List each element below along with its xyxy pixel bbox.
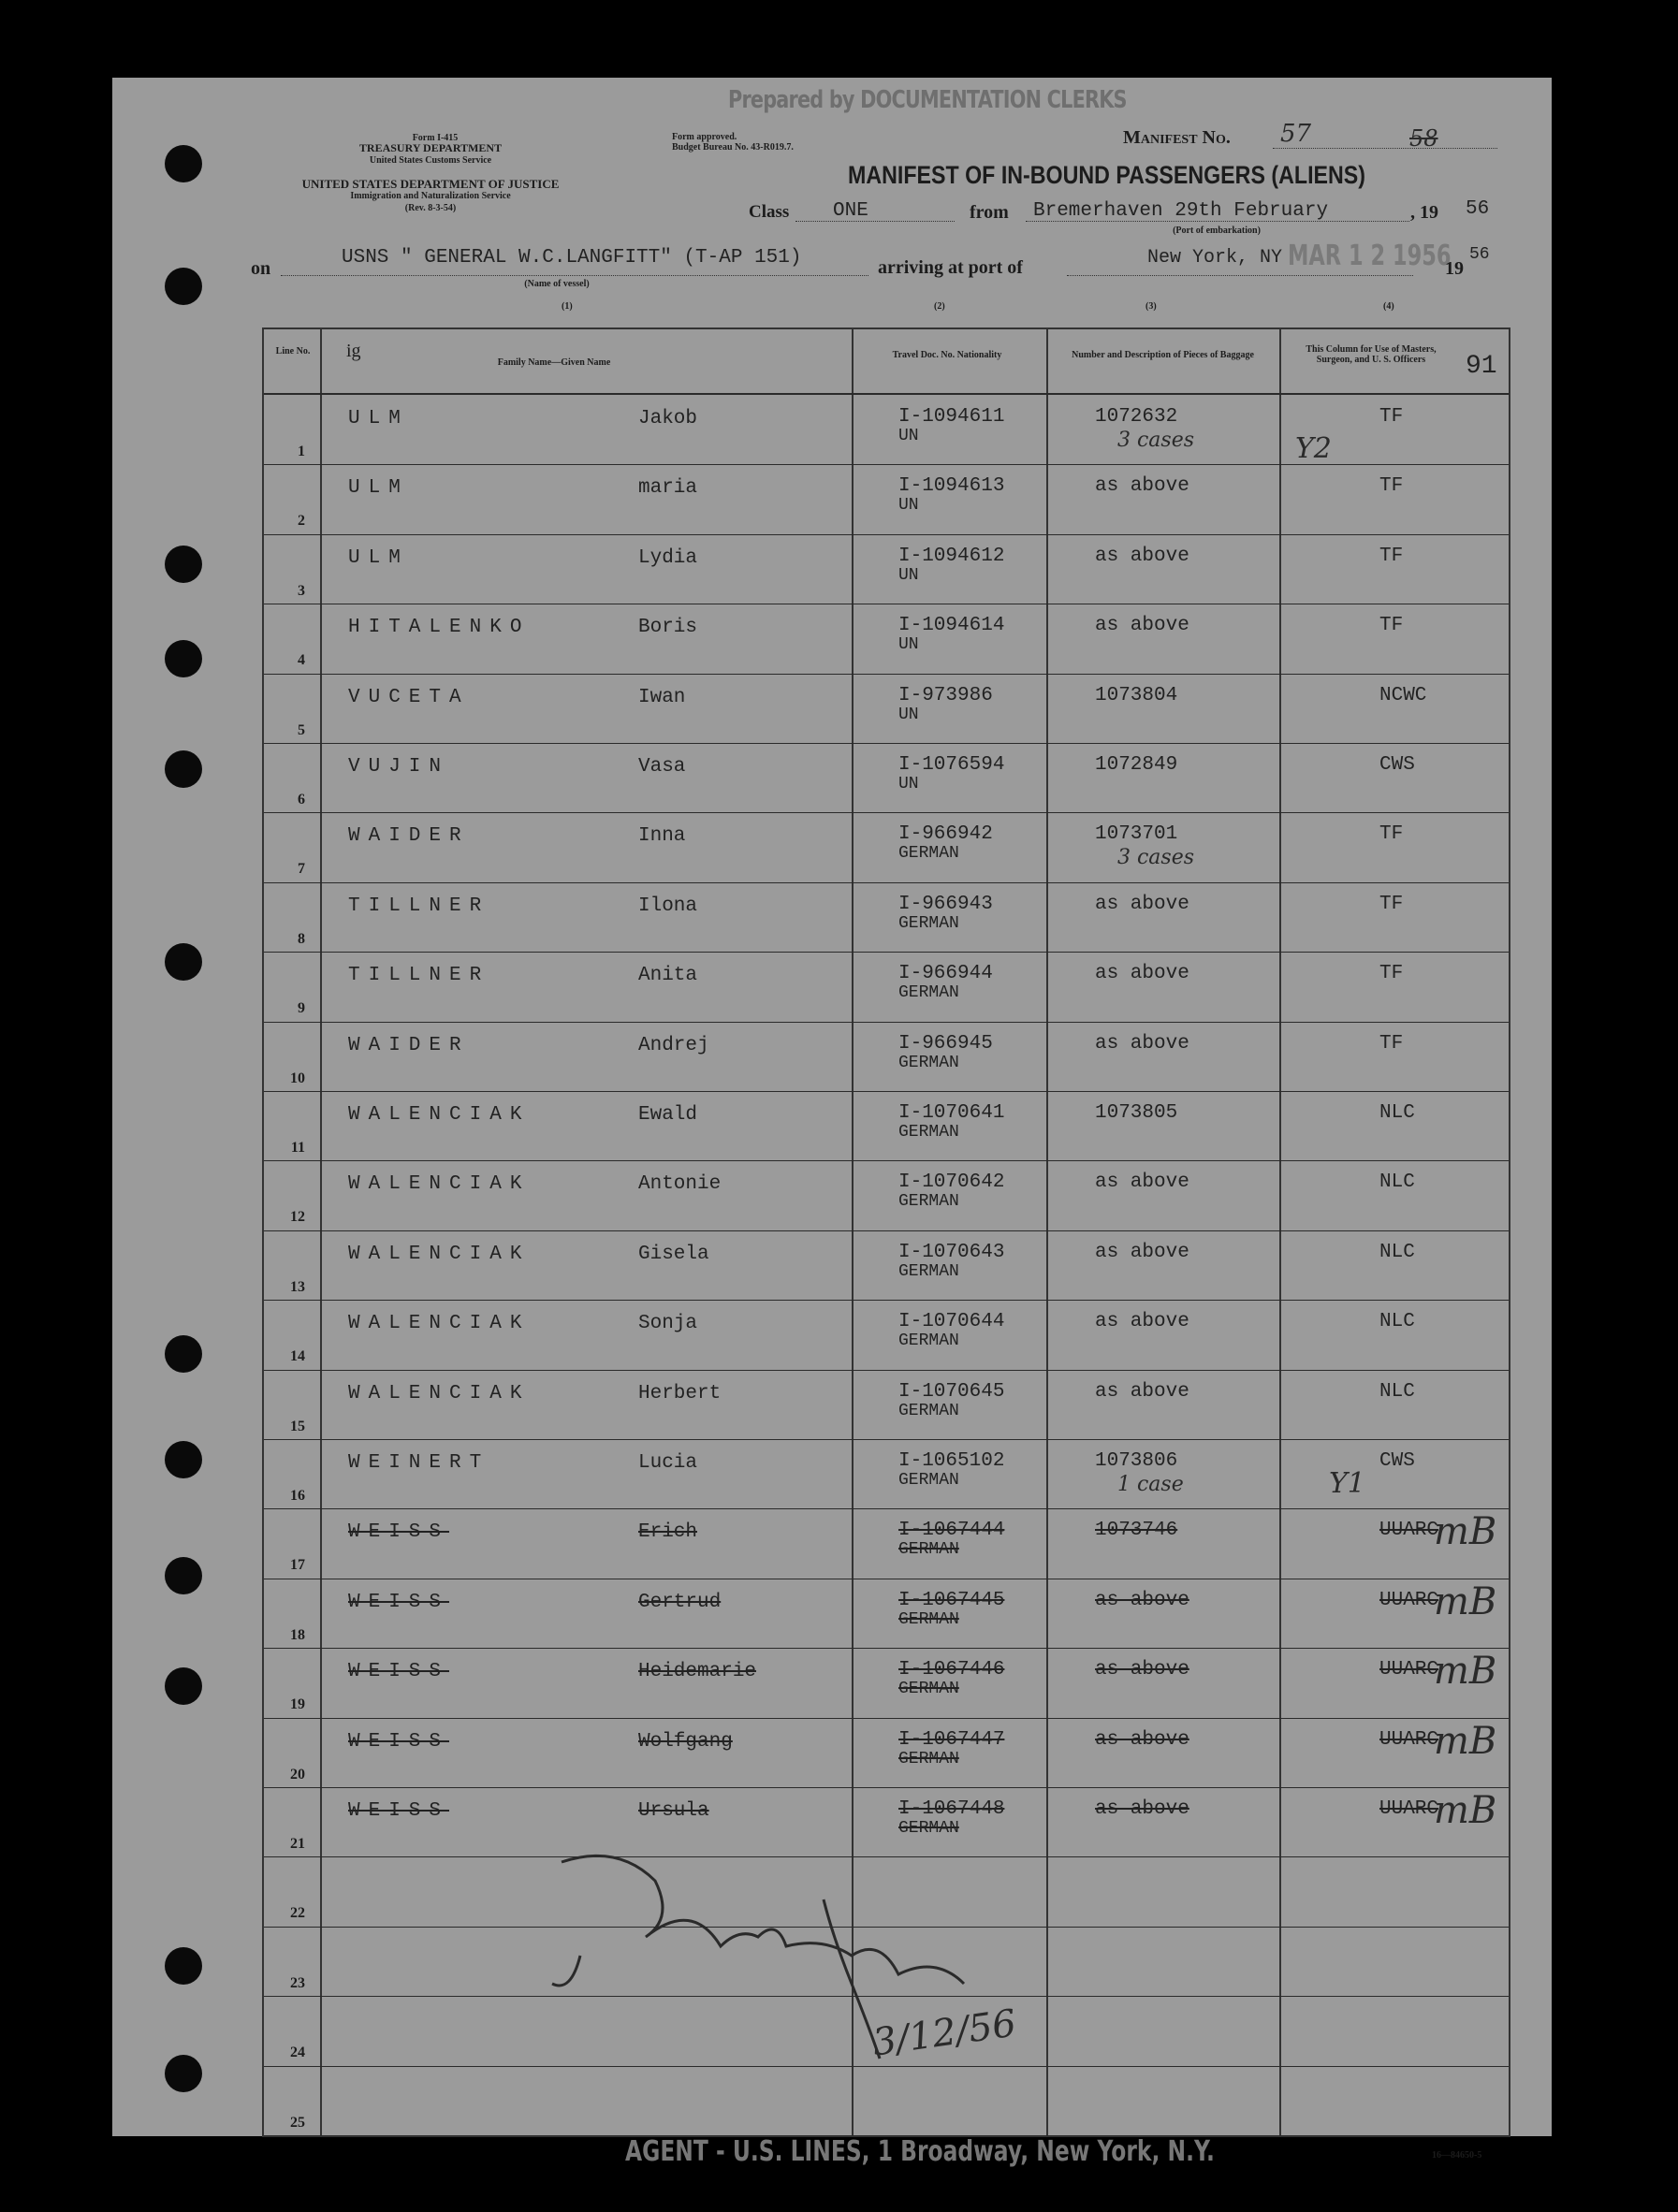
given-name: Ursula (638, 1800, 709, 1822)
nationality: UN (898, 705, 919, 724)
baggage-note: 3 cases (1117, 429, 1195, 452)
row-divider (264, 952, 1509, 953)
officer-code: TF (1379, 545, 1404, 567)
officer-code: UUARC (1379, 1728, 1439, 1751)
row-divider (264, 1370, 1509, 1371)
manifest-no-handwritten: 57 (1280, 120, 1312, 148)
col-divider (320, 329, 322, 2135)
arriving-label: arriving at port of (878, 257, 1023, 278)
binder-hole (165, 145, 202, 182)
binder-hole (165, 546, 202, 583)
travel-doc-number: I-1065102 (898, 1450, 1005, 1472)
binder-hole (165, 1947, 202, 1985)
revision: (Rev. 8-3-54) (404, 203, 457, 213)
arrival-date-stamp: MAR 1 2 1956 (1288, 240, 1452, 272)
travel-doc-number: I-1067447 (898, 1728, 1005, 1751)
given-name: Gertrud (638, 1591, 722, 1613)
arrival-port: New York, NY (1147, 247, 1283, 269)
officer-code: TF (1379, 406, 1404, 428)
officer-code: TF (1379, 963, 1404, 985)
family-name: WALENCIAK (348, 1313, 531, 1335)
officer-code: TF (1379, 823, 1404, 846)
family-name: WALENCIAK (348, 1104, 531, 1126)
family-name: TILLNER (348, 895, 490, 917)
baggage-description: as above (1095, 1311, 1189, 1333)
date-annotation: 3/12/56 (869, 2001, 1019, 2065)
nationality: UN (898, 565, 919, 585)
travel-doc-number: I-966943 (898, 893, 993, 915)
travel-doc-number: I-1070645 (898, 1380, 1005, 1403)
given-name: Jakob (638, 408, 698, 429)
family-name: WALENCIAK (348, 1243, 531, 1265)
vessel-line (281, 275, 868, 276)
baggage-description: as above (1095, 1659, 1189, 1681)
officer-code: UUARC (1379, 1798, 1439, 1820)
given-name: Heidemarie (638, 1661, 757, 1683)
family-name: WEISS (348, 1730, 450, 1753)
initials-mark: mB (1434, 1579, 1497, 1623)
given-name: Gisela (638, 1243, 709, 1265)
line-number: 12 (290, 1209, 305, 1226)
officer-code: NLC (1379, 1102, 1415, 1124)
travel-doc-number: I-1070642 (898, 1171, 1005, 1194)
initials-mark: mB (1434, 1510, 1497, 1554)
nationality: GERMAN (898, 1819, 959, 1838)
travel-doc-number: I-966945 (898, 1032, 993, 1055)
line-number: 5 (298, 721, 305, 738)
officer-code: NLC (1379, 1171, 1415, 1194)
class-line (795, 221, 955, 222)
baggage-note: 3 cases (1117, 846, 1195, 870)
col-number-4: (4) (1383, 301, 1394, 312)
row-divider (264, 882, 1509, 883)
given-name: Lydia (638, 546, 698, 569)
given-name: Ewald (638, 1104, 698, 1126)
binder-hole (165, 1441, 202, 1478)
baggage-description: 1073701 (1095, 823, 1178, 846)
manifest-title: MANIFEST OF IN-BOUND PASSENGERS (ALIENS) (848, 161, 1366, 189)
class-label: Class (749, 202, 790, 222)
year-value: 56 (1466, 198, 1490, 220)
row-divider (264, 743, 1509, 744)
travel-doc-number: I-1094612 (898, 545, 1005, 567)
line-number: 1 (298, 444, 305, 459)
baggage-description: as above (1095, 1728, 1189, 1751)
row-divider (264, 1230, 1509, 1231)
line-number: 3 (298, 582, 305, 599)
family-name: WEISS (348, 1800, 450, 1822)
binder-hole (165, 943, 202, 981)
line-number: 8 (298, 930, 305, 947)
baggage-note-y1: Y1 (1329, 1467, 1365, 1500)
line-number: 7 (298, 861, 305, 878)
travel-doc-number: I-1094614 (898, 615, 1005, 637)
col-divider (1046, 329, 1048, 2135)
nationality: GERMAN (898, 1540, 959, 1560)
nationality: GERMAN (898, 1401, 959, 1420)
treasury-dept: TREASURY DEPARTMENT (358, 141, 503, 154)
line-number: 13 (290, 1278, 305, 1295)
baggage-description: as above (1095, 1171, 1189, 1194)
travel-doc-number: I-1076594 (898, 754, 1005, 776)
officer-code: TF (1379, 615, 1404, 637)
given-name: Andrej (638, 1034, 709, 1056)
nationality: GERMAN (898, 1609, 959, 1629)
head-baggage: Number and Description of Pieces of Baggage (1072, 350, 1254, 360)
row-divider (264, 812, 1509, 813)
head-officers: This Column for Use of Masters, Surgeon, and U. S. Officers (1306, 344, 1437, 365)
signature (543, 1843, 1029, 2087)
row-divider (264, 1648, 1509, 1649)
given-name: Erich (638, 1521, 698, 1544)
family-name: WEISS (348, 1521, 450, 1544)
officer-code: NCWC (1379, 684, 1427, 706)
line-number: 25 (290, 2114, 305, 2131)
customs-service: United States Customs Service (369, 155, 492, 166)
nationality: GERMAN (898, 983, 959, 1003)
baggage-description: as above (1095, 615, 1189, 637)
nationality: UN (898, 496, 919, 516)
baggage-description: 1073804 (1095, 684, 1178, 706)
vessel-name: USNS " GENERAL W.C.LANGFITT" (T-AP 151) (342, 247, 802, 269)
given-name: Anita (638, 965, 698, 987)
line-number: 19 (290, 1696, 305, 1713)
manifest-no-crossed: 58 (1409, 125, 1438, 152)
family-name: WEISS (348, 1591, 450, 1613)
binder-hole (165, 268, 202, 305)
travel-doc-number: I-966942 (898, 823, 993, 846)
line-number: 16 (290, 1488, 305, 1504)
baggage-description: 1072849 (1095, 754, 1178, 776)
given-name: Ilona (638, 895, 698, 917)
row-divider (264, 674, 1509, 675)
line-number: 22 (290, 1905, 305, 1922)
row-divider (264, 534, 1509, 535)
officer-code: NLC (1379, 1241, 1415, 1263)
form-number: Form I-415 (412, 133, 459, 143)
row-divider (264, 1022, 1509, 1023)
baggage-note: 1 case (1117, 1473, 1184, 1496)
travel-doc-number: I-966944 (898, 963, 993, 985)
nationality: GERMAN (898, 1749, 959, 1768)
row-divider (264, 1718, 1509, 1719)
row-divider (264, 1091, 1509, 1092)
line-number: 2 (298, 513, 305, 530)
nationality: GERMAN (898, 1332, 959, 1351)
header-underline (264, 393, 1509, 395)
from-label: from (970, 202, 1009, 223)
justice-dept: UNITED STATES DEPARTMENT OF JUSTICE (301, 177, 560, 191)
given-name: Antonie (638, 1173, 722, 1196)
travel-doc-number: I-1070644 (898, 1311, 1005, 1333)
baggage-description: as above (1095, 475, 1189, 498)
port-embarkation-caption: (Port of embarkation) (1173, 226, 1261, 236)
line-number: 9 (298, 1000, 305, 1017)
nationality: GERMAN (898, 1192, 959, 1212)
col-number-3: (3) (1145, 301, 1157, 312)
travel-doc-number: I-1067444 (898, 1520, 1005, 1542)
family-name: WAIDER (348, 1034, 470, 1056)
given-name: maria (638, 477, 698, 500)
given-name: Boris (638, 617, 698, 639)
nationality: UN (898, 775, 919, 793)
given-name: Iwan (638, 686, 686, 708)
baggage-description: as above (1095, 1032, 1189, 1055)
family-name: HITALENKO (348, 617, 531, 639)
family-name: TILLNER (348, 965, 490, 987)
officer-code: CWS (1379, 1450, 1415, 1472)
agent-stamp: AGENT - U.S. LINES, 1 Broadway, New York, N.Y. (625, 2135, 1215, 2168)
baggage-description: 1072632 (1095, 406, 1178, 428)
given-name: Herbert (638, 1382, 722, 1404)
line-number: 23 (290, 1974, 305, 1991)
travel-doc-number: I-1070641 (898, 1102, 1005, 1124)
travel-doc-number: I-1067445 (898, 1589, 1005, 1611)
nationality: GERMAN (898, 1123, 959, 1142)
manifest-no-line (1273, 148, 1497, 149)
line-number: 14 (290, 1348, 305, 1365)
vessel-caption: (Name of vessel) (524, 279, 590, 289)
nationality: GERMAN (898, 1261, 959, 1281)
year-prefix: , 19 (1410, 202, 1438, 223)
family-name: ULM (348, 477, 409, 500)
on-label: on (251, 258, 271, 279)
family-name: VUCETA (348, 686, 470, 708)
row-divider (264, 1508, 1509, 1509)
nationality: UN (898, 427, 919, 445)
line-number: 15 (290, 1418, 305, 1434)
line-number: 11 (290, 1140, 305, 1156)
baggage-note-y2: Y2 (1295, 432, 1332, 465)
nationality: GERMAN (898, 913, 959, 933)
arrival-line (1067, 275, 1413, 276)
from-value: Bremerhaven 29th February (1033, 200, 1329, 222)
officer-code: NLC (1379, 1380, 1415, 1403)
baggage-description: as above (1095, 1241, 1189, 1263)
given-name: Inna (638, 825, 686, 848)
binder-hole (165, 1335, 202, 1373)
line-number: 20 (290, 1766, 305, 1783)
family-name: ULM (348, 546, 409, 569)
nationality: GERMAN (898, 844, 959, 864)
binder-hole (165, 640, 202, 677)
baggage-description: 1073746 (1095, 1520, 1178, 1542)
arrival-year: 56 (1469, 245, 1490, 264)
family-name: ULM (348, 408, 409, 429)
page-number: 91 (1466, 352, 1497, 381)
row-divider (264, 1787, 1509, 1788)
binder-hole (165, 750, 202, 788)
binder-hole (165, 1557, 202, 1594)
officer-code: NLC (1379, 1311, 1415, 1333)
officer-code: CWS (1379, 754, 1415, 776)
family-name: WALENCIAK (348, 1173, 531, 1196)
col-divider (1279, 329, 1281, 2135)
class-value: ONE (833, 200, 868, 222)
arrival-year-prefix: 19 (1445, 258, 1464, 279)
family-name: WEISS (348, 1661, 450, 1683)
nationality: GERMAN (898, 1680, 959, 1699)
officer-code: TF (1379, 893, 1404, 915)
travel-doc-number: I-973986 (898, 684, 993, 706)
col-number-2: (2) (934, 301, 945, 312)
travel-doc-number: I-1067448 (898, 1798, 1005, 1820)
travel-doc-number: I-1067446 (898, 1659, 1005, 1681)
initials-mark: mB (1434, 1789, 1497, 1832)
line-number: 24 (290, 2045, 305, 2061)
nationality: GERMAN (898, 1053, 959, 1072)
binder-hole (165, 1667, 202, 1705)
head-travel-doc: Travel Doc. No. Nationality (892, 350, 1002, 360)
ins-service: Immigration and Naturalization Service (350, 191, 511, 201)
documentation-clerks-stamp: Prepared by DOCUMENTATION CLERKS (728, 86, 1127, 114)
officer-code: TF (1379, 475, 1404, 498)
line-number: 4 (298, 652, 305, 669)
col-number-1: (1) (562, 301, 573, 312)
row-divider (264, 1439, 1509, 1440)
initials-mark: mB (1434, 1719, 1497, 1763)
initials-mark: mB (1434, 1650, 1497, 1694)
family-name: WAIDER (348, 825, 470, 848)
row-divider (264, 1160, 1509, 1161)
travel-doc-number: I-1094613 (898, 475, 1005, 498)
manifest-no-label: Manifest No. (1123, 127, 1231, 148)
head-ig: ig (346, 341, 361, 361)
baggage-description: as above (1095, 893, 1189, 915)
binder-hole (165, 2055, 202, 2092)
baggage-description: 1073805 (1095, 1102, 1178, 1124)
family-name: VUJIN (348, 756, 450, 778)
print-code: 16—84650-5 (1432, 2150, 1482, 2161)
head-line-no: Line No. (275, 346, 311, 357)
line-number: 6 (298, 792, 305, 808)
officer-code: UUARC (1379, 1659, 1439, 1681)
head-name: Family Name—Given Name (497, 357, 611, 368)
nationality: UN (898, 635, 919, 655)
line-number: 10 (290, 1070, 305, 1086)
budget-bureau: Budget Bureau No. 43-R019.7. (672, 142, 794, 153)
line-number: 21 (290, 1836, 305, 1852)
baggage-description: as above (1095, 545, 1189, 567)
nationality: GERMAN (898, 1471, 959, 1490)
given-name: Lucia (638, 1452, 698, 1474)
travel-doc-number: I-1070643 (898, 1241, 1005, 1263)
officer-code: UUARC (1379, 1589, 1439, 1611)
given-name: Sonja (638, 1313, 698, 1335)
officer-code: UUARC (1379, 1520, 1439, 1542)
travel-doc-number: I-1094611 (898, 406, 1005, 428)
baggage-description: as above (1095, 1798, 1189, 1820)
baggage-description: as above (1095, 1589, 1189, 1611)
line-number: 18 (290, 1626, 305, 1643)
given-name: Wolfgang (638, 1730, 733, 1753)
family-name: WALENCIAK (348, 1382, 531, 1404)
baggage-description: as above (1095, 1380, 1189, 1403)
line-number: 17 (290, 1557, 305, 1574)
family-name: WEINERT (348, 1452, 490, 1474)
baggage-description: as above (1095, 963, 1189, 985)
form-approved: Form approved. (672, 132, 737, 142)
baggage-description: 1073806 (1095, 1450, 1178, 1472)
row-divider (264, 1300, 1509, 1301)
given-name: Vasa (638, 756, 686, 778)
officer-code: TF (1379, 1032, 1404, 1055)
